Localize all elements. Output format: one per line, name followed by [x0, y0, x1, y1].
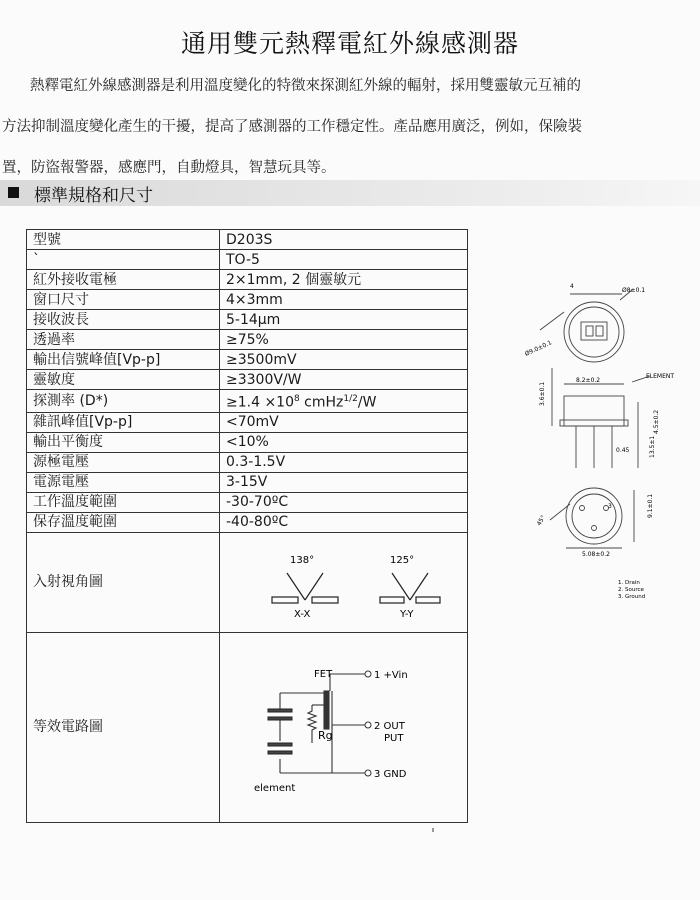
table-row	[27, 632, 468, 822]
rg-label: Rg	[318, 728, 333, 742]
spec-value-part: cmHz	[299, 394, 344, 411]
pin-list-3: 3. Ground	[618, 594, 646, 600]
table-row	[27, 532, 468, 632]
spec-label: 探測率 (D*)	[27, 390, 220, 413]
table-row	[27, 512, 468, 532]
table-row	[27, 432, 468, 452]
pin2-label: 2 OUT	[374, 720, 405, 732]
dim-base: 9.1±0.1	[647, 493, 654, 518]
spec-value: <70mV	[220, 412, 468, 432]
scan-mark	[432, 828, 434, 832]
spec-value: ≥3500mV	[220, 350, 468, 370]
table-row	[27, 250, 468, 270]
page-title: 通用雙元熱釋電紅外線感測器	[180, 29, 519, 58]
spec-value: -30-70ºC	[220, 492, 468, 512]
capacitor-top-icon	[268, 709, 292, 720]
xx-angle-icon	[272, 573, 338, 603]
pin-number-3: 3	[608, 503, 612, 510]
table-row	[27, 492, 468, 512]
table-row	[27, 390, 468, 413]
pin2-label-cont: PUT	[384, 732, 404, 744]
table-row	[27, 270, 468, 290]
yy-angle-icon	[380, 573, 440, 603]
table-row	[27, 330, 468, 350]
spec-value: 4×3mm	[220, 290, 468, 310]
spec-value: TO-5	[220, 250, 468, 270]
spec-label: 工作溫度範圍	[27, 492, 220, 512]
dim-width: 8.2±0.2	[576, 377, 601, 384]
circuit-diagram	[220, 633, 468, 817]
spec-value-part: ≥1.4 ×10	[226, 394, 294, 411]
spec-label: 輸出平衡度	[27, 432, 220, 452]
pin1-terminal-icon	[365, 671, 371, 677]
fet-label: FET	[314, 668, 333, 680]
table-row	[27, 472, 468, 492]
spec-label: 輸出信號峰值[Vp-p]	[27, 350, 220, 370]
spec-label: `	[27, 250, 220, 270]
view-angle-diagram	[220, 533, 468, 627]
dim-height: 3.6±0.1	[539, 381, 546, 406]
pin1-label: 1 +Vin	[374, 669, 408, 681]
view-angle-cell	[220, 532, 468, 632]
spec-label: 紅外接收電極	[27, 270, 220, 290]
circuit-wires	[280, 674, 365, 773]
table-row	[27, 350, 468, 370]
top-view-inner	[569, 307, 619, 357]
dim-pin-dia: 0.45	[616, 447, 630, 454]
dimension-drawing	[510, 272, 690, 612]
yy-label: Y-Y	[400, 608, 414, 620]
spec-value: ≥75%	[220, 330, 468, 350]
spec-value: <10%	[220, 432, 468, 452]
mechanical-drawing	[510, 272, 690, 612]
spec-label: 接收波長	[27, 310, 220, 330]
square-bullet-icon	[8, 187, 19, 198]
spec-value: 5-14μm	[220, 310, 468, 330]
table-row	[27, 412, 468, 432]
dim-pin-len1: 4.5±0.2	[653, 409, 660, 434]
pin-list-2: 2. Source	[618, 587, 644, 593]
intro-paragraph	[0, 66, 700, 189]
spec-label: 型號	[27, 230, 220, 250]
spec-value: D203S	[220, 230, 468, 250]
spec-value-part: /W	[357, 394, 377, 411]
pin-list-1: 1. Drain	[618, 580, 640, 586]
capacitor-bottom-icon	[268, 743, 292, 754]
element-cell-icon	[586, 326, 593, 336]
dim-top: Ø8±0.1	[622, 287, 646, 294]
spec-value: 3-15V	[220, 472, 468, 492]
table-row	[27, 290, 468, 310]
spec-label: 保存溫度範圍	[27, 512, 220, 532]
spec-value	[220, 390, 468, 413]
dim-angle: 45°	[535, 514, 548, 527]
spec-value-exponent: 1/2	[343, 394, 358, 404]
table-row	[27, 230, 468, 250]
table-row	[27, 452, 468, 472]
circuit-label: 等效電路圖	[27, 632, 220, 822]
dim-pin-len2: 13.5±1	[649, 435, 656, 458]
yy-angle-text: 125°	[390, 554, 415, 566]
spec-label: 源極電壓	[27, 452, 220, 472]
table-row	[27, 370, 468, 390]
section-header	[0, 180, 700, 206]
view-angle-label: 入射視角圖	[27, 532, 220, 632]
pin3-label: 3 GND	[374, 768, 407, 780]
dim-outer: Ø9.0±0.1	[523, 339, 553, 358]
spec-value: 0.3-1.5V	[220, 452, 468, 472]
xx-angle-text: 138°	[290, 554, 315, 566]
spec-table	[26, 229, 468, 823]
spec-value: -40-80ºC	[220, 512, 468, 532]
spec-label: 雜訊峰值[Vp-p]	[27, 412, 220, 432]
spec-label: 透過率	[27, 330, 220, 350]
table-row	[27, 310, 468, 330]
spec-label: 窗口尺寸	[27, 290, 220, 310]
element-cell-icon	[596, 326, 603, 336]
section-title: 標準規格和尺寸	[34, 186, 153, 206]
top-view-outer	[564, 302, 624, 362]
pin3-terminal-icon	[365, 770, 371, 776]
side-view	[552, 368, 650, 468]
bottom-view	[550, 488, 634, 548]
spec-value: 2×1mm, 2 個靈敏元	[220, 270, 468, 290]
xx-label: X-X	[294, 608, 311, 620]
spec-value-exponent: 8	[294, 394, 300, 404]
spec-label: 電源電壓	[27, 472, 220, 492]
element-label: ELEMENT	[646, 373, 675, 380]
pin2-terminal-icon	[365, 722, 371, 728]
intro-line-1: 熱釋電紅外線感測器是利用溫度變化的特徵來探測紅外線的輻射，採用雙靈敏元互補的	[30, 78, 581, 94]
intro-line-2: 方法抑制溫度變化產生的干擾，提高了感測器的工作穩定性。產品應用廣泛，例如，保險裝	[2, 119, 582, 135]
spec-value: ≥3300V/W	[220, 370, 468, 390]
circuit-cell	[220, 632, 468, 822]
intro-line-3: 置，防盜報警器，感應門，自動燈具，智慧玩具等。	[2, 160, 336, 176]
dim-spacing: 5.08±0.2	[582, 551, 610, 558]
dim-window: 4	[570, 283, 574, 290]
element-label: element	[254, 782, 296, 794]
spec-label: 靈敏度	[27, 370, 220, 390]
